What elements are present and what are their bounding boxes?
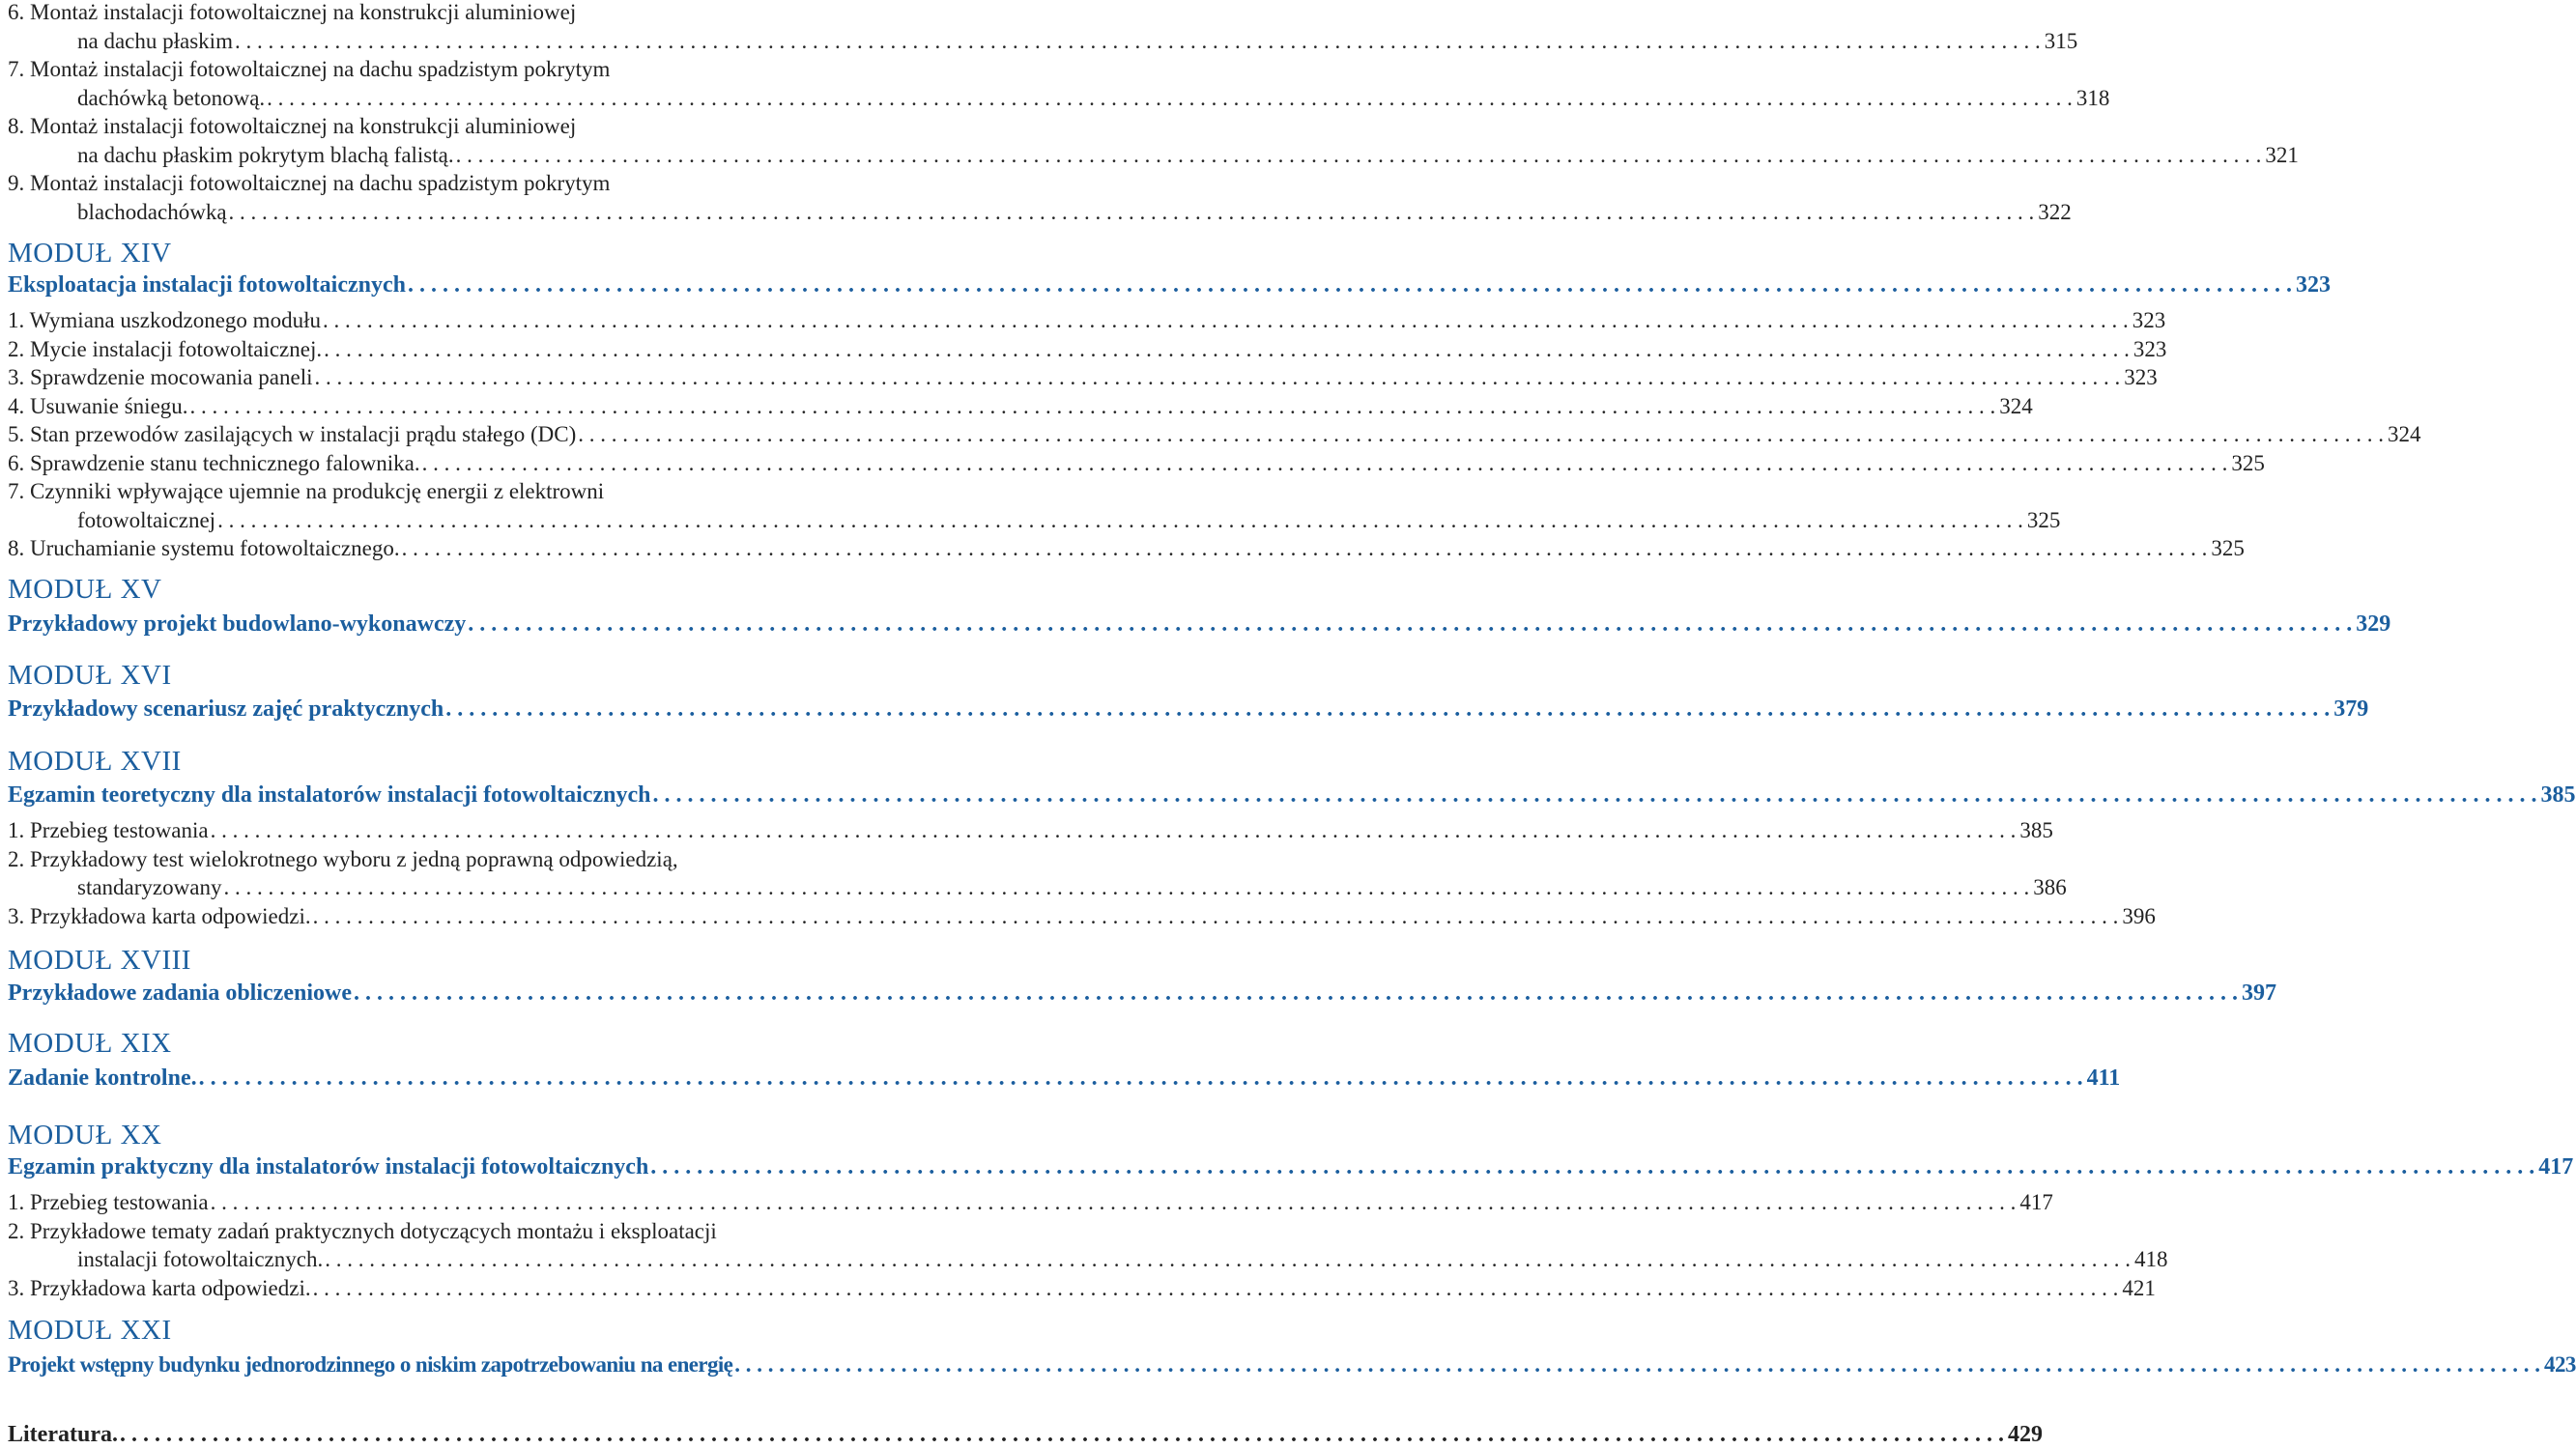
dot-leader xyxy=(444,695,2330,724)
dot-leader xyxy=(311,1274,2119,1303)
page-number: 321 xyxy=(2265,142,2299,167)
toc-entry-line xyxy=(8,534,2245,563)
dot-leader xyxy=(311,902,2119,931)
module-section-title: Zadanie kontrolne. xyxy=(8,1065,197,1091)
toc-entry-line xyxy=(8,1350,2576,1379)
dot-leader xyxy=(454,141,2262,170)
page-number: 324 xyxy=(1999,393,2033,418)
module-section-title: Przykładowe zadania obliczeniowe xyxy=(8,980,352,1006)
toc-entry-text: fotowoltaicznej xyxy=(77,507,216,532)
toc-entry-line xyxy=(77,1245,2168,1274)
dot-leader xyxy=(648,1152,2534,1181)
page-number: 417 xyxy=(2019,1190,2053,1214)
toc-entry-text: 9. Montaż instalacji fotowoltaicznej na dachu spadzistym pokrytym xyxy=(8,171,611,195)
page-number: 323 xyxy=(2132,308,2166,332)
toc-entry-line xyxy=(8,845,918,874)
page-number: 325 xyxy=(2231,450,2265,475)
page-number: 323 xyxy=(2132,336,2167,361)
dot-leader xyxy=(576,420,2384,449)
toc-entry-text: 3. Przykładowa karta odpowiedzi. xyxy=(8,1275,311,1300)
dot-leader xyxy=(265,84,2073,113)
toc-entry-text: 7. Montaż instalacji fotowoltaicznej na dachu spadzistym pokrytym xyxy=(8,57,611,81)
dot-leader xyxy=(406,270,2292,299)
module-heading: MODUŁ XIX xyxy=(8,1028,172,1059)
page-number: 323 xyxy=(2124,365,2158,389)
dot-leader xyxy=(227,198,2035,227)
toc-entry-line xyxy=(8,1217,918,1246)
toc-entry-line xyxy=(8,1420,2043,1449)
toc-entry-line xyxy=(8,112,918,141)
dot-leader xyxy=(732,1350,2540,1379)
dot-leader xyxy=(352,979,2238,1008)
toc-entry-text: instalacji fotowoltaicznych. xyxy=(77,1247,324,1271)
page-number: 379 xyxy=(2333,696,2369,722)
toc-entry-line xyxy=(77,27,2078,56)
toc-entry-line xyxy=(77,873,2067,902)
page-number: 423 xyxy=(2544,1352,2576,1377)
module-section-title: Przykładowy projekt budowlano-wykonawczy xyxy=(8,611,467,637)
toc-entry-line xyxy=(8,1064,2121,1093)
toc-entry-line xyxy=(8,363,2158,392)
page-number: 329 xyxy=(2356,611,2391,637)
page-number: 429 xyxy=(2007,1422,2043,1447)
toc-entry-line xyxy=(8,270,2331,299)
toc-entry-line xyxy=(8,1152,2574,1181)
page-number: 396 xyxy=(2122,903,2156,928)
toc-entry-text: dachówką betonową. xyxy=(77,85,266,110)
dot-leader xyxy=(209,816,2017,845)
dot-leader xyxy=(209,1188,2017,1217)
page-number: 325 xyxy=(2026,507,2061,532)
toc-entry-line xyxy=(8,306,2166,335)
page-number: 318 xyxy=(2075,85,2110,110)
toc-entry-text: 8. Uruchamianie systemu fotowoltaicznego. xyxy=(8,536,400,560)
dot-leader xyxy=(215,506,2023,535)
toc-entry-text: 6. Montaż instalacji fotowoltaicznej na konstrukcji aluminiowej xyxy=(8,0,577,24)
page-number: 324 xyxy=(2387,422,2421,446)
toc-entry-text: 1. Przebieg testowania xyxy=(8,818,209,842)
module-heading: MODUŁ XVI xyxy=(8,660,172,691)
module-heading: MODUŁ XX xyxy=(8,1120,162,1151)
page-number: 421 xyxy=(2122,1275,2156,1300)
toc-entry-line xyxy=(77,506,2061,535)
page-number: 411 xyxy=(2086,1065,2121,1091)
toc-entry-text: 2. Przykładowy test wielokrotnego wyboru z jedną poprawną odpowiedzią, xyxy=(8,846,678,871)
page-number: 385 xyxy=(2540,782,2576,808)
toc-entry-line xyxy=(8,477,918,506)
toc-entry-line xyxy=(8,1188,2053,1217)
dot-leader xyxy=(420,449,2228,478)
toc-entry-text: standaryzowany xyxy=(77,875,222,899)
toc-entry-line xyxy=(8,781,2576,810)
dot-leader xyxy=(188,392,1996,421)
toc-entry-text: 5. Stan przewodów zasilających w instalacji prądu stałego (DC) xyxy=(8,422,577,446)
page-number: 417 xyxy=(2538,1154,2574,1179)
page-number: 397 xyxy=(2241,980,2276,1006)
toc-entry-text: 3. Przykładowa karta odpowiedzi. xyxy=(8,903,311,928)
toc-entry-text: 8. Montaż instalacji fotowoltaicznej na konstrukcji aluminiowej xyxy=(8,114,577,138)
page-number: 315 xyxy=(2044,28,2078,53)
page-number: 385 xyxy=(2019,818,2053,842)
page-number: 322 xyxy=(2038,199,2072,224)
literature-entry-title: Literatura. xyxy=(8,1422,118,1447)
dot-leader xyxy=(221,873,2029,902)
toc-entry-line xyxy=(8,610,2391,639)
toc-entry-text: 3. Sprawdzenie mocowania paneli xyxy=(8,365,313,389)
page-number: 323 xyxy=(2295,272,2331,298)
dot-leader xyxy=(197,1064,2083,1093)
module-heading: MODUŁ XV xyxy=(8,574,162,605)
page-number: 386 xyxy=(2033,875,2067,899)
toc-entry-text: na dachu płaskim xyxy=(77,28,233,53)
module-section-title: Egzamin praktyczny dla instalatorów instalacji fotowoltaicznych xyxy=(8,1154,649,1179)
toc-entry-line xyxy=(77,198,2072,227)
toc-entry-line xyxy=(8,420,2421,449)
toc-entry-text: 6. Sprawdzenie stanu technicznego falownika. xyxy=(8,450,420,475)
toc-entry-line xyxy=(77,84,2110,113)
module-heading: MODUŁ XIV xyxy=(8,238,172,269)
toc-entry-text: 1. Wymiana uszkodzonego modułu xyxy=(8,308,321,332)
module-heading: MODUŁ XVIII xyxy=(8,945,191,976)
toc-entry-line xyxy=(77,141,2299,170)
module-section-title: Eksploatacja instalacji fotowoltaicznych xyxy=(8,272,406,298)
toc-entry-line xyxy=(8,335,2167,364)
toc-entry-line xyxy=(8,392,2033,421)
page-number: 325 xyxy=(2211,536,2245,560)
dot-leader xyxy=(313,363,2121,392)
module-section-title: Projekt wstępny budynku jednorodzinnego o niskim zapotrzebowaniu na energię xyxy=(8,1352,733,1377)
module-heading: MODUŁ XVII xyxy=(8,746,182,777)
dot-leader xyxy=(400,534,2208,563)
toc-entry-line xyxy=(8,816,2053,845)
module-heading: MODUŁ XXI xyxy=(8,1315,172,1346)
toc-entry-text: 7. Czynniki wpływające ujemnie na produkcję energii z elektrowni xyxy=(8,479,605,503)
toc-entry-line xyxy=(8,695,2369,724)
dot-leader xyxy=(233,27,2041,56)
toc-entry-line xyxy=(8,902,2156,931)
toc-entry-line xyxy=(8,979,2276,1008)
toc-entry-text: blachodachówką xyxy=(77,199,227,224)
toc-entry-text: 4. Usuwanie śniegu. xyxy=(8,393,188,418)
module-section-title: Przykładowy scenariusz zajęć praktycznych xyxy=(8,696,444,722)
toc-entry-text: na dachu płaskim pokrytym blachą falistą. xyxy=(77,142,454,167)
page-number: 418 xyxy=(2133,1247,2168,1271)
toc-entry-line xyxy=(8,449,2265,478)
toc-entry-text: 2. Przykładowe tematy zadań praktycznych dotyczących montażu i eksploatacji xyxy=(8,1218,717,1243)
dot-leader xyxy=(323,1245,2131,1274)
toc-entry-line xyxy=(8,1274,2156,1303)
toc-entry-line xyxy=(8,0,918,27)
dot-leader xyxy=(466,610,2352,639)
dot-leader xyxy=(650,781,2536,810)
dot-leader xyxy=(321,306,2129,335)
toc-entry-line xyxy=(8,169,918,198)
dot-leader xyxy=(118,1420,2004,1449)
toc-entry-text: 1. Przebieg testowania xyxy=(8,1190,209,1214)
toc-entry-text: 2. Mycie instalacji fotowoltaicznej. xyxy=(8,336,323,361)
toc-entry-line xyxy=(8,55,918,84)
module-section-title: Egzamin teoretyczny dla instalatorów instalacji fotowoltaicznych xyxy=(8,782,651,808)
dot-leader xyxy=(322,335,2130,364)
